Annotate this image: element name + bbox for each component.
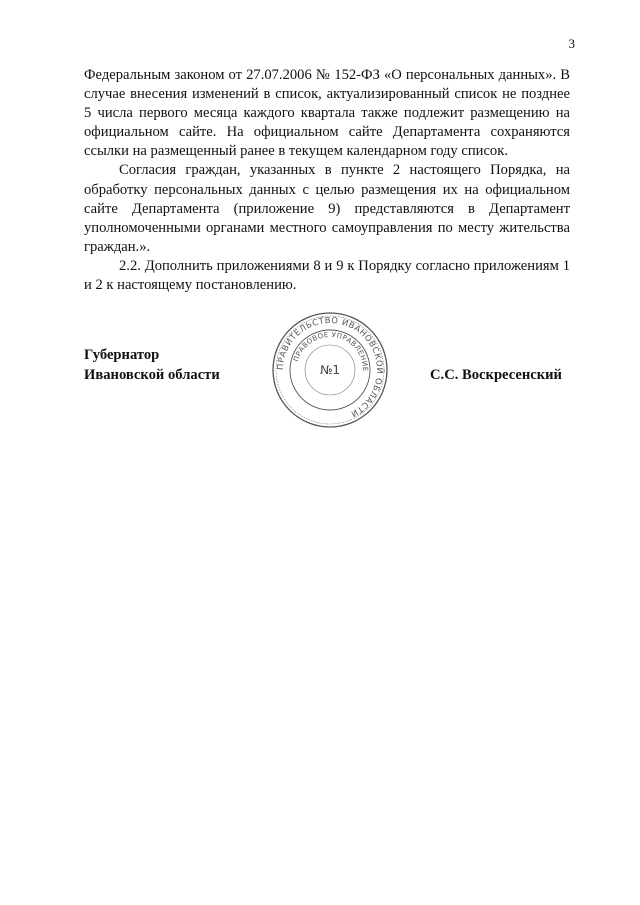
document-body: [84, 66, 570, 295]
seal-inner-text: ПРАВОВОЕ УПРАВЛЕНИЕ: [292, 330, 370, 372]
signatory-title: Губернатор: [84, 347, 160, 363]
signatory-position: [84, 345, 220, 385]
signatory-region: Ивановской области: [84, 367, 220, 383]
page-number: 3: [568, 36, 575, 51]
seal-center-label: №1: [319, 363, 341, 377]
paragraph-continuation: Федеральным законом от 27.07.2006 № 152-ФЗ «О персональных данных». В случае внесения изменений в список, актуализированный список не позднее 5 числа первого месяца каждого квартала также подлежит размещению на официальном сайте. На официальном сайте Департамента сохраняются ссылки на размещенный ранее в текущем календарном году список.: [84, 67, 570, 160]
signatory-name: С.С. Воскресенский: [430, 367, 562, 383]
official-seal: [270, 310, 390, 430]
paragraph-consent: Согласия граждан, указанных в пункте 2 настоящего Порядка, на обработку персональных данных с целью размещения их на официальном сайте Департамента (приложение 9) представляются в Департамент уполномоченными органами местного самоуправления по месту жительства граждан.».: [84, 162, 570, 255]
paragraph-amendment: 2.2. Дополнить приложениями 8 и 9 к Порядку согласно приложениям 1 и 2 к настоящему постановлению.: [84, 257, 570, 294]
seal-ring-text: ПРАВИТЕЛЬСТВО ИВАНОВСКОЙ ОБЛАСТИ: [274, 314, 386, 420]
